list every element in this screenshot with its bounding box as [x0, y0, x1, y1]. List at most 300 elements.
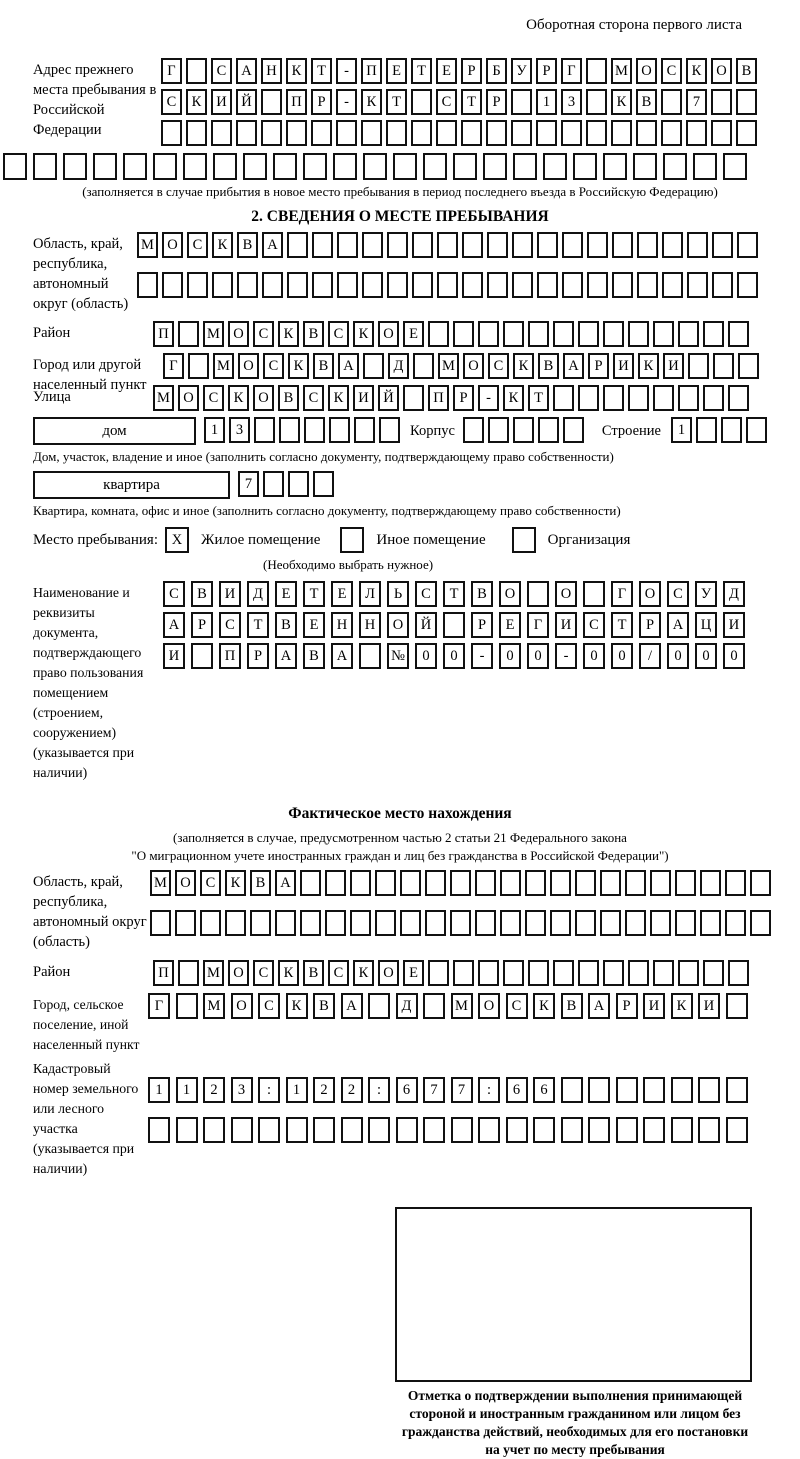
char-box[interactable]: Е — [331, 581, 353, 607]
char-box[interactable] — [662, 232, 683, 258]
char-box[interactable]: В — [313, 353, 334, 379]
char-box[interactable]: В — [313, 993, 335, 1019]
char-box[interactable] — [678, 385, 699, 411]
char-box[interactable]: 6 — [533, 1077, 555, 1103]
char-box[interactable] — [412, 272, 433, 298]
char-box[interactable] — [711, 89, 732, 115]
char-box[interactable]: 2 — [313, 1077, 335, 1103]
char-box[interactable]: Р — [247, 643, 269, 669]
char-box[interactable]: Т — [611, 612, 633, 638]
char-box[interactable]: - — [336, 58, 357, 84]
char-box[interactable]: Р — [536, 58, 557, 84]
char-box[interactable] — [511, 89, 532, 115]
char-box[interactable] — [511, 120, 532, 146]
char-box[interactable]: М — [451, 993, 473, 1019]
char-box[interactable]: О — [387, 612, 409, 638]
char-box[interactable]: О — [253, 385, 274, 411]
char-box[interactable] — [575, 870, 596, 896]
char-box[interactable]: 7 — [238, 471, 259, 497]
char-box[interactable] — [312, 272, 333, 298]
char-box[interactable] — [437, 272, 458, 298]
char-box[interactable]: О — [639, 581, 661, 607]
char-box[interactable] — [387, 272, 408, 298]
char-box[interactable]: 0 — [667, 643, 689, 669]
char-box[interactable]: 2 — [203, 1077, 225, 1103]
char-box[interactable]: 0 — [583, 643, 605, 669]
char-box[interactable]: - — [471, 643, 493, 669]
char-box[interactable]: К — [353, 960, 374, 986]
char-box[interactable]: О — [555, 581, 577, 607]
char-box[interactable] — [588, 1077, 610, 1103]
char-box[interactable]: О — [231, 993, 253, 1019]
char-box[interactable] — [726, 993, 748, 1019]
char-box[interactable] — [746, 417, 767, 443]
char-box[interactable] — [728, 960, 749, 986]
char-box[interactable] — [528, 321, 549, 347]
char-box[interactable] — [425, 870, 446, 896]
char-box[interactable] — [411, 89, 432, 115]
char-box[interactable] — [700, 870, 721, 896]
char-box[interactable]: В — [303, 960, 324, 986]
char-box[interactable]: А — [563, 353, 584, 379]
char-box[interactable] — [737, 272, 758, 298]
char-box[interactable]: В — [278, 385, 299, 411]
char-box[interactable] — [191, 643, 213, 669]
house-field-box[interactable]: дом — [33, 417, 196, 445]
char-box[interactable] — [386, 120, 407, 146]
char-box[interactable]: С — [328, 321, 349, 347]
char-box[interactable] — [513, 153, 537, 180]
char-box[interactable] — [600, 910, 621, 936]
char-box[interactable] — [213, 153, 237, 180]
char-box[interactable] — [675, 870, 696, 896]
char-box[interactable] — [300, 910, 321, 936]
char-box[interactable]: И — [723, 612, 745, 638]
char-box[interactable]: К — [328, 385, 349, 411]
char-box[interactable] — [678, 960, 699, 986]
char-box[interactable] — [726, 1117, 748, 1143]
char-box[interactable] — [512, 232, 533, 258]
char-box[interactable]: К — [671, 993, 693, 1019]
char-box[interactable]: 6 — [506, 1077, 528, 1103]
char-box[interactable] — [453, 321, 474, 347]
char-box[interactable] — [573, 153, 597, 180]
char-box[interactable]: Р — [311, 89, 332, 115]
char-box[interactable]: Г — [611, 581, 633, 607]
char-box[interactable]: 2 — [341, 1077, 363, 1103]
char-box[interactable] — [411, 120, 432, 146]
char-box[interactable] — [304, 417, 325, 443]
char-box[interactable] — [312, 232, 333, 258]
char-box[interactable] — [212, 272, 233, 298]
char-box[interactable]: И — [219, 581, 241, 607]
char-box[interactable] — [703, 385, 724, 411]
char-box[interactable] — [612, 232, 633, 258]
checkbox-organization[interactable] — [512, 527, 536, 553]
char-box[interactable] — [361, 120, 382, 146]
char-box[interactable] — [311, 120, 332, 146]
char-box[interactable]: С — [253, 960, 274, 986]
char-box[interactable] — [586, 58, 607, 84]
char-box[interactable] — [562, 232, 583, 258]
char-box[interactable]: Г — [161, 58, 182, 84]
char-box[interactable] — [187, 272, 208, 298]
char-box[interactable] — [150, 910, 171, 936]
char-box[interactable]: С — [263, 353, 284, 379]
char-box[interactable]: К — [286, 58, 307, 84]
char-box[interactable]: М — [137, 232, 158, 258]
char-box[interactable] — [671, 1077, 693, 1103]
char-box[interactable] — [176, 993, 198, 1019]
char-box[interactable] — [225, 910, 246, 936]
char-box[interactable]: М — [203, 993, 225, 1019]
char-box[interactable]: Й — [415, 612, 437, 638]
char-box[interactable]: Г — [148, 993, 170, 1019]
char-box[interactable]: В — [275, 612, 297, 638]
char-box[interactable]: С — [211, 58, 232, 84]
char-box[interactable] — [538, 417, 559, 443]
char-box[interactable]: Г — [163, 353, 184, 379]
char-box[interactable]: О — [478, 993, 500, 1019]
char-box[interactable] — [425, 910, 446, 936]
char-box[interactable]: С — [583, 612, 605, 638]
char-box[interactable] — [661, 120, 682, 146]
char-box[interactable]: М — [438, 353, 459, 379]
char-box[interactable] — [203, 1117, 225, 1143]
char-box[interactable] — [350, 870, 371, 896]
char-box[interactable] — [453, 960, 474, 986]
char-box[interactable]: М — [213, 353, 234, 379]
char-box[interactable] — [300, 870, 321, 896]
char-box[interactable] — [188, 353, 209, 379]
char-box[interactable]: Л — [359, 581, 381, 607]
char-box[interactable] — [603, 385, 624, 411]
char-box[interactable] — [625, 870, 646, 896]
char-box[interactable] — [503, 960, 524, 986]
char-box[interactable] — [153, 153, 177, 180]
char-box[interactable]: Е — [436, 58, 457, 84]
char-box[interactable]: К — [638, 353, 659, 379]
char-box[interactable] — [375, 870, 396, 896]
char-box[interactable]: О — [228, 321, 249, 347]
char-box[interactable] — [423, 993, 445, 1019]
char-box[interactable] — [313, 1117, 335, 1143]
char-box[interactable] — [261, 89, 282, 115]
char-box[interactable]: О — [499, 581, 521, 607]
char-box[interactable]: А — [331, 643, 353, 669]
char-box[interactable] — [736, 89, 757, 115]
char-box[interactable] — [403, 385, 424, 411]
char-box[interactable] — [313, 471, 334, 497]
char-box[interactable]: К — [611, 89, 632, 115]
char-box[interactable] — [93, 153, 117, 180]
char-box[interactable] — [700, 910, 721, 936]
char-box[interactable]: Д — [396, 993, 418, 1019]
char-box[interactable] — [379, 417, 400, 443]
char-box[interactable]: К — [212, 232, 233, 258]
char-box[interactable] — [661, 89, 682, 115]
char-box[interactable]: Р — [461, 58, 482, 84]
char-box[interactable]: К — [288, 353, 309, 379]
char-box[interactable] — [636, 120, 657, 146]
char-box[interactable] — [726, 1077, 748, 1103]
char-box[interactable] — [713, 353, 734, 379]
char-box[interactable] — [561, 1117, 583, 1143]
char-box[interactable] — [653, 321, 674, 347]
char-box[interactable] — [200, 910, 221, 936]
char-box[interactable]: М — [203, 960, 224, 986]
char-box[interactable]: К — [503, 385, 524, 411]
char-box[interactable] — [737, 232, 758, 258]
char-box[interactable]: Д — [723, 581, 745, 607]
char-box[interactable]: Г — [561, 58, 582, 84]
char-box[interactable]: О — [711, 58, 732, 84]
char-box[interactable] — [537, 272, 558, 298]
char-box[interactable] — [412, 232, 433, 258]
char-box[interactable] — [359, 643, 381, 669]
char-box[interactable] — [337, 272, 358, 298]
char-box[interactable]: В — [303, 643, 325, 669]
char-box[interactable] — [711, 120, 732, 146]
char-box[interactable] — [503, 321, 524, 347]
char-box[interactable]: 7 — [451, 1077, 473, 1103]
char-box[interactable]: П — [361, 58, 382, 84]
char-box[interactable]: Т — [311, 58, 332, 84]
char-box[interactable] — [329, 417, 350, 443]
char-box[interactable] — [368, 993, 390, 1019]
char-box[interactable] — [650, 910, 671, 936]
char-box[interactable] — [663, 153, 687, 180]
char-box[interactable] — [262, 272, 283, 298]
char-box[interactable]: Е — [499, 612, 521, 638]
char-box[interactable] — [628, 385, 649, 411]
char-box[interactable] — [450, 870, 471, 896]
char-box[interactable]: А — [341, 993, 363, 1019]
char-box[interactable]: С — [253, 321, 274, 347]
char-box[interactable] — [3, 153, 27, 180]
char-box[interactable]: А — [338, 353, 359, 379]
char-box[interactable] — [650, 870, 671, 896]
char-box[interactable] — [543, 153, 567, 180]
char-box[interactable] — [443, 612, 465, 638]
char-box[interactable]: С — [415, 581, 437, 607]
char-box[interactable]: И — [643, 993, 665, 1019]
char-box[interactable]: У — [511, 58, 532, 84]
char-box[interactable] — [363, 353, 384, 379]
char-box[interactable] — [450, 910, 471, 936]
char-box[interactable] — [533, 1117, 555, 1143]
char-box[interactable]: 0 — [415, 643, 437, 669]
char-box[interactable] — [588, 1117, 610, 1143]
char-box[interactable]: Т — [411, 58, 432, 84]
char-box[interactable] — [461, 120, 482, 146]
char-box[interactable]: 7 — [686, 89, 707, 115]
char-box[interactable] — [561, 1077, 583, 1103]
char-box[interactable]: К — [361, 89, 382, 115]
char-box[interactable]: О — [378, 960, 399, 986]
char-box[interactable] — [637, 232, 658, 258]
char-box[interactable]: В — [636, 89, 657, 115]
char-box[interactable] — [687, 232, 708, 258]
char-box[interactable] — [437, 232, 458, 258]
char-box[interactable] — [183, 153, 207, 180]
char-box[interactable]: 1 — [536, 89, 557, 115]
char-box[interactable] — [250, 910, 271, 936]
char-box[interactable]: Р — [486, 89, 507, 115]
char-box[interactable] — [513, 417, 534, 443]
char-box[interactable] — [586, 89, 607, 115]
char-box[interactable]: О — [463, 353, 484, 379]
char-box[interactable] — [725, 870, 746, 896]
char-box[interactable] — [483, 153, 507, 180]
char-box[interactable]: С — [187, 232, 208, 258]
char-box[interactable] — [616, 1117, 638, 1143]
char-box[interactable]: Т — [303, 581, 325, 607]
char-box[interactable] — [537, 232, 558, 258]
char-box[interactable]: П — [428, 385, 449, 411]
char-box[interactable]: М — [150, 870, 171, 896]
char-box[interactable]: А — [275, 870, 296, 896]
char-box[interactable] — [583, 581, 605, 607]
char-box[interactable] — [478, 321, 499, 347]
char-box[interactable]: Д — [247, 581, 269, 607]
char-box[interactable]: В — [237, 232, 258, 258]
char-box[interactable] — [562, 272, 583, 298]
char-box[interactable] — [462, 232, 483, 258]
char-box[interactable] — [63, 153, 87, 180]
char-box[interactable] — [536, 120, 557, 146]
char-box[interactable] — [137, 272, 158, 298]
char-box[interactable] — [478, 1117, 500, 1143]
char-box[interactable] — [341, 1117, 363, 1143]
char-box[interactable]: 1 — [286, 1077, 308, 1103]
char-box[interactable]: Т — [386, 89, 407, 115]
char-box[interactable]: В — [471, 581, 493, 607]
char-box[interactable]: 1 — [204, 417, 225, 443]
char-box[interactable] — [625, 910, 646, 936]
char-box[interactable]: А — [262, 232, 283, 258]
char-box[interactable]: П — [219, 643, 241, 669]
char-box[interactable]: И — [698, 993, 720, 1019]
char-box[interactable]: В — [736, 58, 757, 84]
char-box[interactable] — [612, 272, 633, 298]
char-box[interactable]: С — [328, 960, 349, 986]
char-box[interactable]: 0 — [527, 643, 549, 669]
char-box[interactable] — [463, 417, 484, 443]
char-box[interactable]: К — [278, 321, 299, 347]
char-box[interactable]: С — [303, 385, 324, 411]
char-box[interactable]: В — [191, 581, 213, 607]
char-box[interactable]: Ь — [387, 581, 409, 607]
char-box[interactable]: К — [286, 993, 308, 1019]
char-box[interactable] — [487, 232, 508, 258]
char-box[interactable]: К — [533, 993, 555, 1019]
char-box[interactable] — [186, 58, 207, 84]
char-box[interactable]: О — [162, 232, 183, 258]
char-box[interactable] — [728, 321, 749, 347]
char-box[interactable]: С — [667, 581, 689, 607]
char-box[interactable] — [553, 960, 574, 986]
char-box[interactable] — [500, 870, 521, 896]
char-box[interactable] — [261, 120, 282, 146]
char-box[interactable]: И — [163, 643, 185, 669]
char-box[interactable] — [254, 417, 275, 443]
char-box[interactable] — [462, 272, 483, 298]
char-box[interactable] — [725, 910, 746, 936]
char-box[interactable] — [575, 910, 596, 936]
char-box[interactable]: Д — [388, 353, 409, 379]
char-box[interactable] — [236, 120, 257, 146]
char-box[interactable]: 3 — [229, 417, 250, 443]
char-box[interactable] — [611, 120, 632, 146]
char-box[interactable]: А — [667, 612, 689, 638]
char-box[interactable] — [387, 232, 408, 258]
char-box[interactable] — [286, 120, 307, 146]
char-box[interactable] — [337, 232, 358, 258]
char-box[interactable]: Б — [486, 58, 507, 84]
char-box[interactable] — [686, 120, 707, 146]
char-box[interactable] — [178, 321, 199, 347]
char-box[interactable] — [678, 321, 699, 347]
char-box[interactable]: 6 — [396, 1077, 418, 1103]
char-box[interactable] — [675, 910, 696, 936]
char-box[interactable]: К — [353, 321, 374, 347]
char-box[interactable]: : — [478, 1077, 500, 1103]
char-box[interactable] — [178, 960, 199, 986]
char-box[interactable]: В — [250, 870, 271, 896]
char-box[interactable]: И — [555, 612, 577, 638]
char-box[interactable]: 0 — [723, 643, 745, 669]
char-box[interactable] — [453, 153, 477, 180]
char-box[interactable] — [603, 321, 624, 347]
char-box[interactable] — [287, 232, 308, 258]
char-box[interactable]: И — [663, 353, 684, 379]
apartment-field-box[interactable]: квартира — [33, 471, 230, 499]
char-box[interactable] — [263, 471, 284, 497]
char-box[interactable] — [723, 153, 747, 180]
char-box[interactable]: 0 — [611, 643, 633, 669]
char-box[interactable] — [698, 1077, 720, 1103]
char-box[interactable] — [653, 385, 674, 411]
char-box[interactable]: Т — [528, 385, 549, 411]
char-box[interactable]: К — [228, 385, 249, 411]
char-box[interactable] — [643, 1117, 665, 1143]
char-box[interactable]: А — [236, 58, 257, 84]
char-box[interactable] — [362, 232, 383, 258]
char-box[interactable] — [728, 385, 749, 411]
char-box[interactable]: 3 — [561, 89, 582, 115]
char-box[interactable] — [721, 417, 742, 443]
char-box[interactable] — [528, 960, 549, 986]
char-box[interactable]: Й — [378, 385, 399, 411]
char-box[interactable]: - — [478, 385, 499, 411]
char-box[interactable] — [451, 1117, 473, 1143]
char-box[interactable]: А — [588, 993, 610, 1019]
char-box[interactable]: С — [219, 612, 241, 638]
char-box[interactable]: Р — [471, 612, 493, 638]
char-box[interactable]: К — [513, 353, 534, 379]
char-box[interactable] — [628, 960, 649, 986]
char-box[interactable] — [475, 910, 496, 936]
char-box[interactable] — [603, 153, 627, 180]
char-box[interactable]: У — [695, 581, 717, 607]
char-box[interactable]: Е — [386, 58, 407, 84]
char-box[interactable] — [393, 153, 417, 180]
char-box[interactable] — [506, 1117, 528, 1143]
char-box[interactable]: - — [336, 89, 357, 115]
char-box[interactable]: В — [561, 993, 583, 1019]
char-box[interactable]: - — [555, 643, 577, 669]
